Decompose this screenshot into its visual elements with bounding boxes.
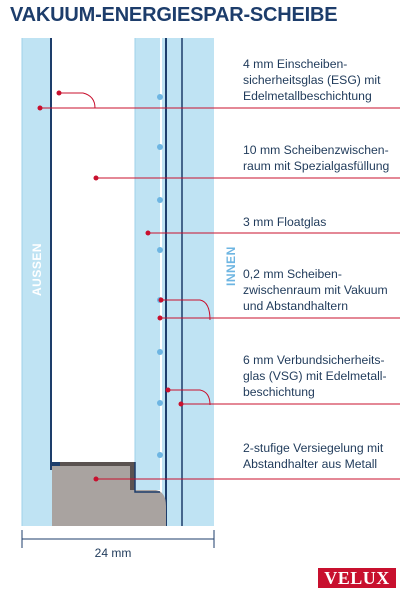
label-vacuum-gap: 0,2 mm Scheiben- zwischenraum mit Vakuum und Abstandhaltern xyxy=(243,267,388,313)
inner-vsg-pane xyxy=(162,38,214,526)
outside-label: AUSSEN xyxy=(30,242,44,296)
label-vsg: 6 mm Verbundsicherheits- glas (VSG) mit Edelmetall- beschichtung xyxy=(243,353,387,399)
dimension-label: 24 mm xyxy=(94,546,132,560)
inside-label: INNEN xyxy=(224,246,238,286)
float-glass-pane xyxy=(135,38,160,490)
label-float-glass: 3 mm Floatglas xyxy=(243,215,327,229)
label-edge-seal: 2-stufige Versiegelung mit Abstandhalter aus Metall xyxy=(243,441,384,471)
diagram-title: VAKUUM-ENERGIESPAR-SCHEIBE xyxy=(10,4,338,26)
label-gas-gap: 10 mm Scheibenzwischen- raum mit Spezialgasfüllung xyxy=(243,143,390,173)
velux-logo: VELUX xyxy=(318,568,396,588)
label-esg: 4 mm Einscheiben- sicherheitsglas (ESG) mit Edelmetallbeschichtung xyxy=(243,57,381,103)
